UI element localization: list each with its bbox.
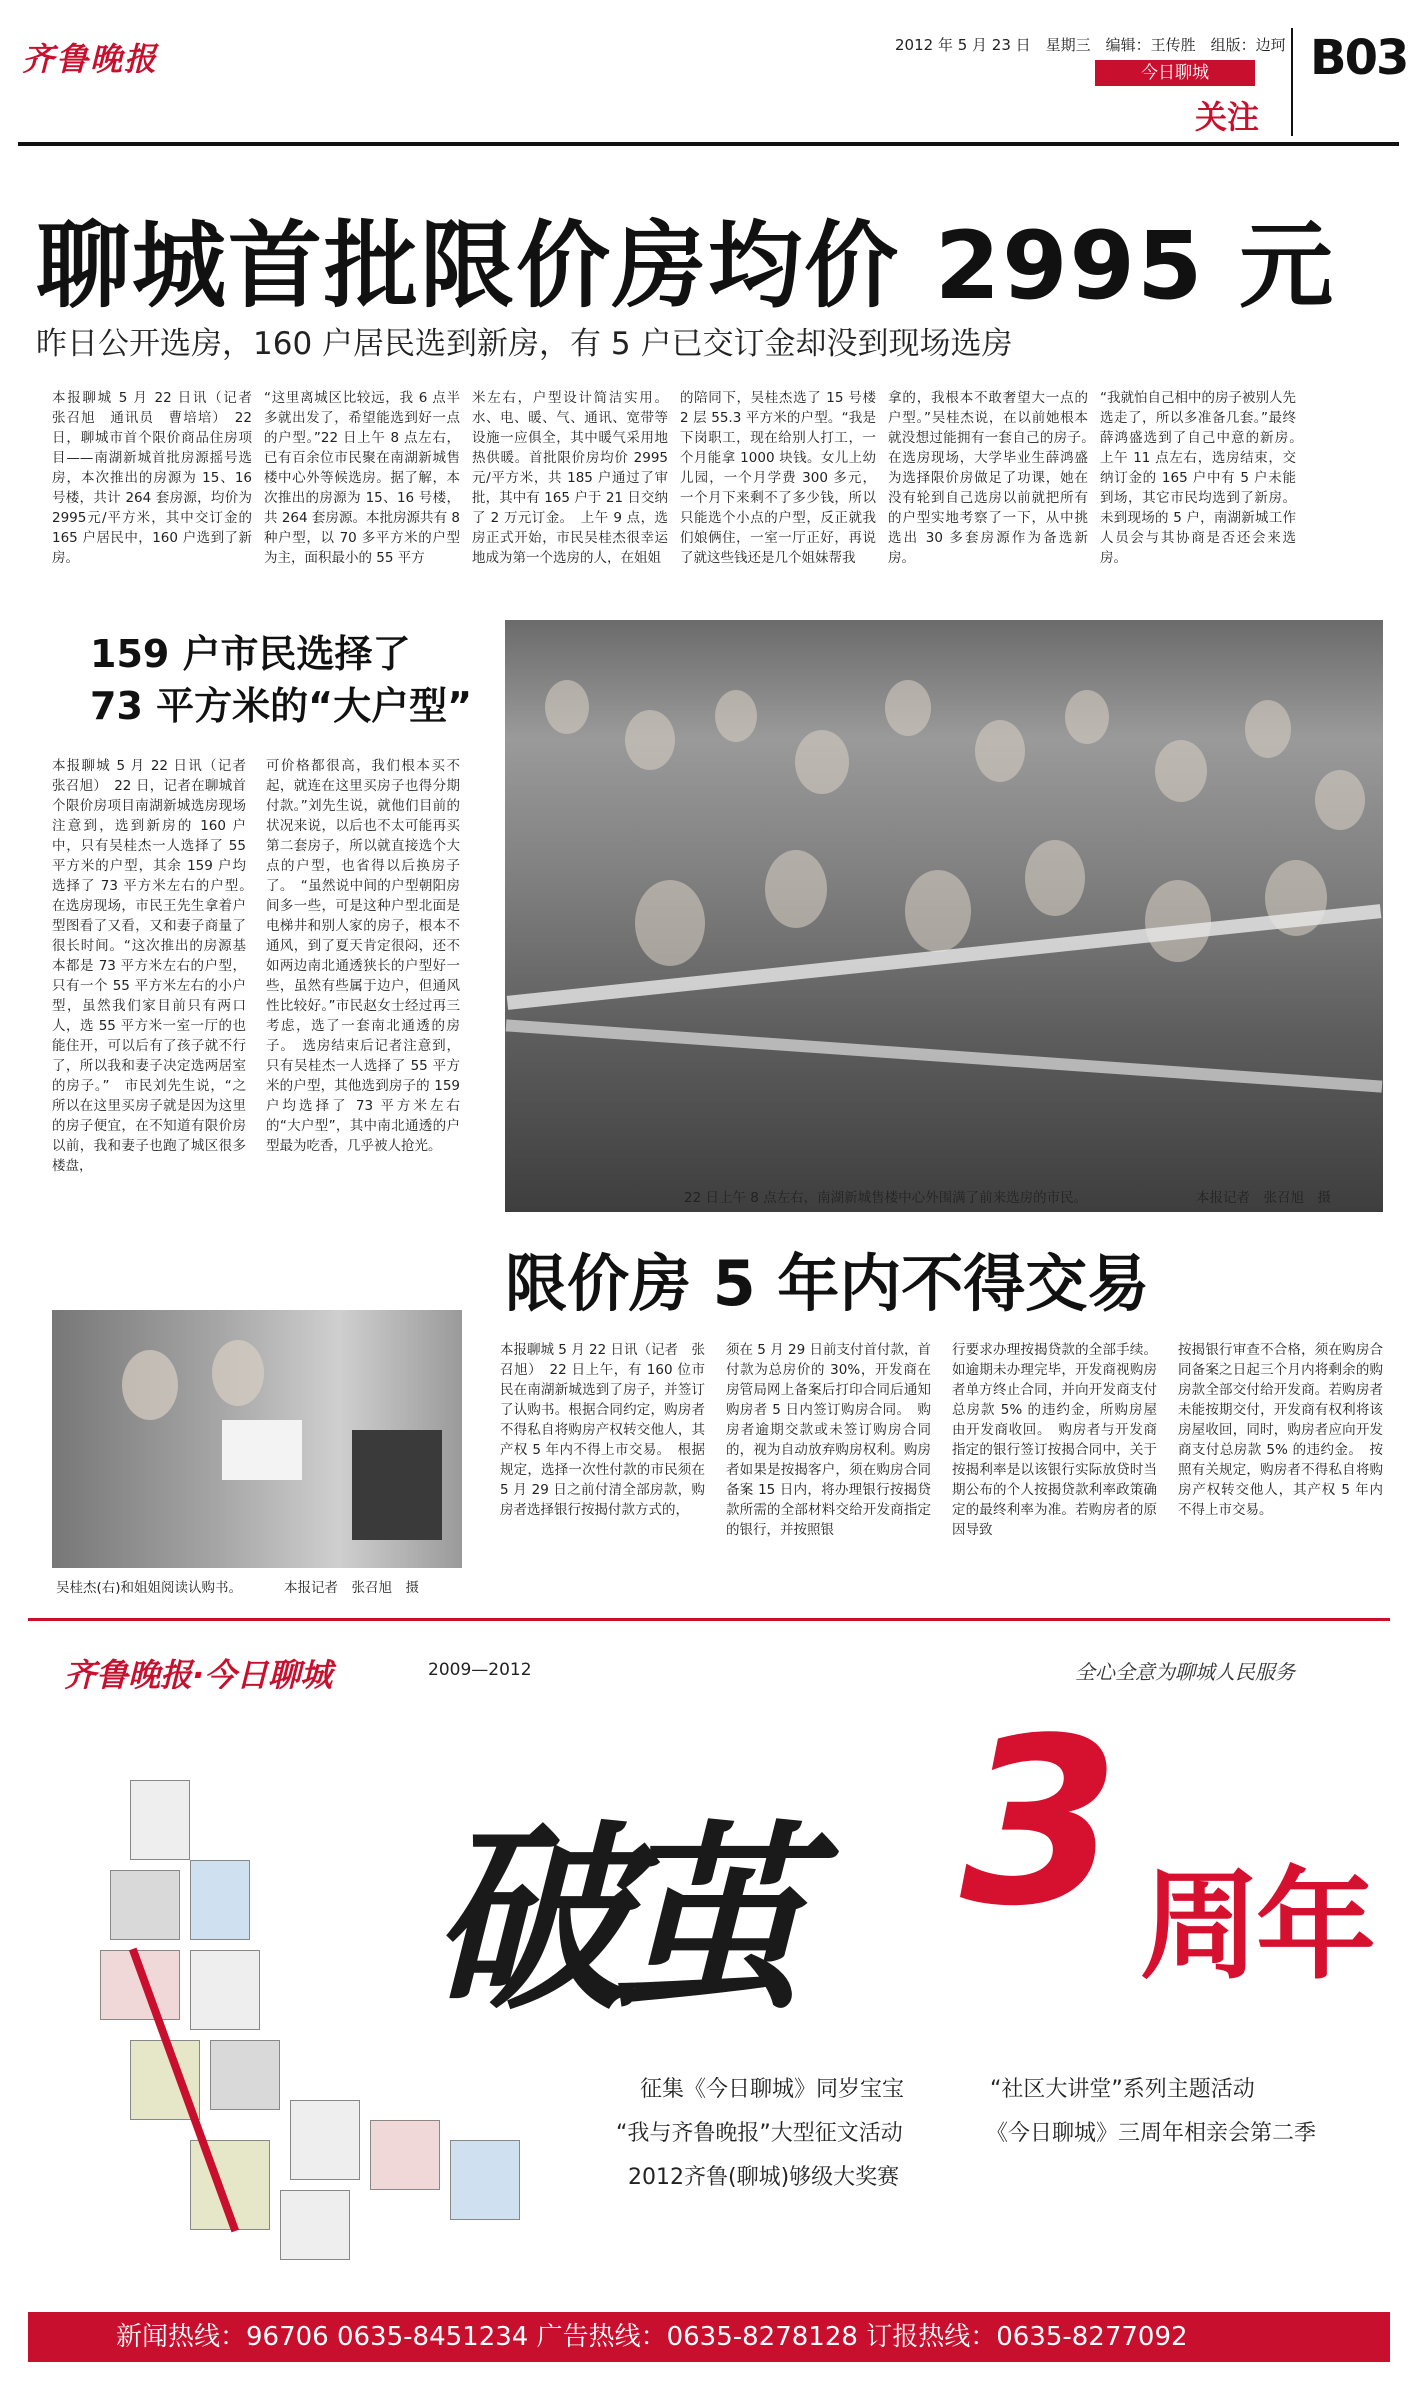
lead-col-4: 的陪同下，吴桂杰选了 15 号楼 2 层 55.3 平方米的户型。“我是下岗职工，现在给别人打工，一个月能拿 1000 块钱。女儿上幼儿园，一个月学费 300 多元，一个月下来剩不了多少钱，所以只能选个小点的户型，反正就我们娘俩住，一室一厅正好，再说了就这些钱还是几个姐妹帮我 bbox=[680, 390, 876, 566]
story3-col-4: 按揭银行审查不合格，须在购房合同备案之日起三个月内将剩余的购房款全部交付给开发商。若购房者未能按期交付，开发商有权利将该房屋收回，同时，购房者应向开发商支付总房款 5% 的违约金。 按照有关规定，购房者不得私自将购房产权转交他人，其产权 5 年内不得上市交易。 bbox=[1178, 1342, 1383, 1518]
story3-col-1: 本报聊城 5 月 22 日讯（记者 张召旭） 22 日上午，有 160 位市民在南湖新城选到了房子，并签订了认购书。根据合同约定，购房者不得私自将购房产权转交他人，其产权 5 年内不得上市交易。 根据规定，选择一次性付款的市民须在 5 月 29 日之前付清全部房款，购房者选择银行按揭付款方式的， bbox=[500, 1342, 705, 1518]
small-photo-credit: 本报记者 张召旭 摄 bbox=[284, 1580, 419, 1596]
masthead-logo: 齐鲁晚报 bbox=[22, 40, 159, 78]
lead-col-2: “这里离城区比较远，我 6 点半多就出发了，希望能选到好一点的户型。”22 日上午 8 点左右，已有百余位市民聚在南湖新城售楼中心外等候选房。据了解，本次推出的房源为 15、16 号楼，共 264 套房源。本批房源共有 8 种户型，以 70 多平方米的户型为主，面积最小的 55 平方 bbox=[264, 390, 460, 566]
ad-number-three: 3 bbox=[960, 1690, 1121, 1957]
main-photo-caption: 22 日上午 8 点左右，南湖新城售楼中心外围满了前来选房的市民。 bbox=[684, 1190, 1088, 1206]
page-number: B03 bbox=[1310, 30, 1408, 86]
crowd-photo bbox=[505, 620, 1383, 1212]
main-photo-credit: 本报记者 张召旭 摄 bbox=[1196, 1190, 1331, 1206]
ad-item: 2012齐鲁(聊城)够级大奖赛 bbox=[628, 2165, 900, 2190]
lead-headline: 聊城首批限价房均价 2995 元 bbox=[36, 212, 1336, 321]
section-tag: 今日聊城 bbox=[1095, 60, 1255, 86]
story2-col-1: 本报聊城 5 月 22 日讯（记者 张召旭） 22 日，记者在聊城首个限价房项目南湖新城选房现场注意到，选到新房的 160 户中，只有吴桂杰一人选择了 55 平方米的户型，其余 159 户均选择了 73 平方米左右的户型。 在选房现场，市民王先生拿着户型图看了又看，又和妻子商量了很长时间。“这次推出的房源基本都是 73 平方米左右的户型，只有一个 55 平方米左右的小户型，虽然我们家目前只有两口人，选 55 平方米一室一厅的也能住开，可以后有了孩子就不行了，所以我和妻子决定选两居室的房子。” 市民刘先生说，“之所以在这里买房子就是因为这里的房子便宜，在不知道有限价房以前，我和妻子也跑了城区很多楼盘， bbox=[52, 758, 260, 1174]
ad-anniversary: 周年 bbox=[1140, 1857, 1372, 1996]
story3-headline: 限价房 5 年内不得交易 bbox=[505, 1247, 1150, 1320]
small-photo-caption: 吴桂杰(右)和姐姐阅读认购书。 bbox=[56, 1580, 243, 1596]
small-photo bbox=[52, 1310, 462, 1568]
ad-logo: 齐鲁晚报·今日聊城 bbox=[64, 1656, 333, 1694]
ad-item: 《今日聊城》三周年相亲会第二季 bbox=[986, 2121, 1317, 2146]
story3-col-2: 须在 5 月 29 日前支付首付款，首付款为总房价的 30%，开发商在房管局网上备案后打印合同后通知购房者 5 日内签订购房合同。 购房者逾期交款或未签订购房合同的，视为自动放弃购房权利。购房者如果是按揭客户，须在购房合同备案 15 日内，将办理银行按揭贷款所需的全部材料交给开发商指定的银行，并按照银 bbox=[726, 1342, 931, 1538]
story2-headline bbox=[90, 628, 490, 732]
ad-years: 2009—2012 bbox=[428, 1660, 532, 1680]
story3-col-3: 行要求办理按揭贷款的全部手续。如逾期未办理完毕，开发商视购房者单方终止合同，并向开发商支付总房款 5% 的违约金，所购房屋由开发商收回。 购房者与开发商指定的银行签订按揭合同中，关于按揭利率是以该银行实际放贷时当期公布的个人按揭贷款利率政策确定的最终利率为准。若购房者的原因导致 bbox=[952, 1342, 1157, 1538]
top-rule bbox=[18, 142, 1399, 146]
lead-col-1: 本报聊城 5 月 22 日讯（记者 张召旭 通讯员 曹培培） 22 日，聊城市首个限价商品住房项目——南湖新城首批房源摇号选房，本次推出的房源为 15、16 号楼，共计 264 套房源，均价为2995元/平方米，其中交订金的 165 户居民中，160 户选到了新房。 bbox=[52, 390, 266, 566]
ad-calligraphy: 破茧 bbox=[430, 1802, 791, 2037]
ad-item: 征集《今日聊城》同岁宝宝 bbox=[640, 2077, 905, 2102]
lead-col-5: 拿的，我根本不敢奢望大一点的户型。”吴桂杰说，在以前她根本就没想过能拥有一套自己的房子。 在选房现场，大学毕业生薛鸿盛为选择限价房做足了功课，她在没有轮到自己选房以前就把所有的户型实地考察了一下，从中挑选出 30 多套房源作为备选新房。 bbox=[888, 390, 1102, 566]
ad-hotline-bar: 新闻热线：96706 0635-8451234 广告热线：0635-8278128 订报热线：0635-8277092 bbox=[28, 2312, 1390, 2362]
ad-slogan: 全心全意为聊城人民服务 bbox=[1075, 1660, 1295, 1684]
story2-headline-line2: 73 平方米的“大户型” bbox=[90, 684, 473, 728]
lead-col-3: 米左右，户型设计简洁实用。水、电、暖、气、通讯、宽带等设施一应俱全，其中暖气采用地热供暖。首批限价房均价 2995元/平方米，共 185 户通过了审批，其中有 165 户于 21 日交纳了 2 万元订金。 上午 9 点，选房正式开始，市民吴桂杰很幸运地成为第一个选房的人，在姐姐 bbox=[472, 390, 668, 566]
dateline: 2012 年 5 月 23 日 星期三 编辑：王传胜 组版：边珂 bbox=[895, 36, 1286, 54]
story2-headline-line1: 159 户市民选择了 bbox=[90, 632, 411, 676]
section-title: 关注 bbox=[1195, 98, 1260, 136]
lead-col-6: “我就怕自己相中的房子被别人先选走了，所以多准备几套。”最终薛鸿盛选到了自己中意的新房。 上午 11 点左右，选房结束，交纳订金的 165 户中有 5 户未能到场，其它市民均选到了新房。未到现场的 5 户，南湖新城工作人员会与其协商是否还会来选房。 bbox=[1100, 390, 1310, 566]
ad-item: “我与齐鲁晚报”大型征文活动 bbox=[616, 2121, 903, 2146]
story2-col-2: 可价格都很高，我们根本买不起，就连在这里买房子也得分期付款。”刘先生说，就他们目前的状况来说，以后也不太可能再买第二套房子，所以就直接选个大点的户型，也省得以后换房子了。 “虽然说中间的户型朝阳房间多一些，可是这种户型北面是电梯井和别人家的房子，根本不通风，到了夏天肯定很闷，还不如两边南北通透狭长的户型好一些，虽然有些属于边户，但通风性比较好。”市民赵女士经过再三考虑，选了一套南北通透的房子。 选房结束后记者注意到，只有吴桂杰一人选择了 55 平方米的户型，其他选到房子的 159 户均选择了 73 平方米左右的“大户型”，其中南北通透的户型最为吃香，几乎被人抢光。 bbox=[266, 758, 460, 1154]
masthead-divider bbox=[1291, 28, 1293, 136]
lead-subhead: 昨日公开选房，160 户居民选到新房，有 5 户已交订金却没到现场选房 bbox=[36, 326, 1013, 362]
ad-item: “社区大讲堂”系列主题活动 bbox=[990, 2077, 1255, 2102]
